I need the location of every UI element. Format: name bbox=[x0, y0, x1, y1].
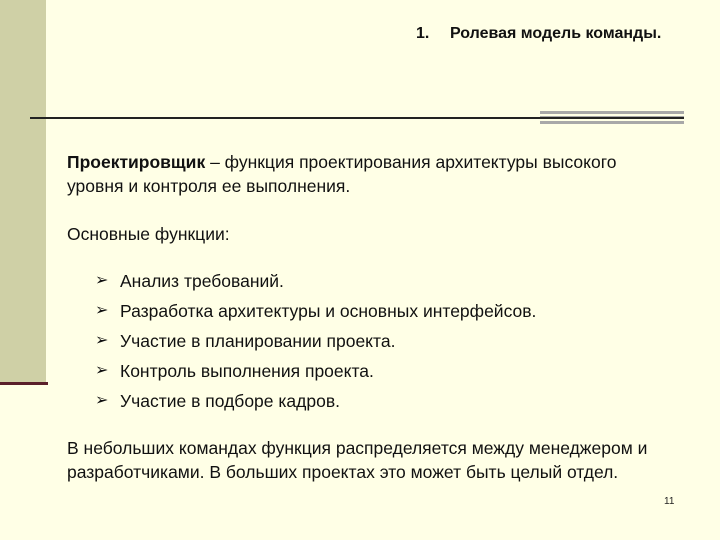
functions-subheading: Основные функции: bbox=[67, 224, 230, 244]
slide-title-text: Ролевая модель команды. bbox=[450, 25, 662, 42]
arrow-bullet-icon: ➢ bbox=[95, 302, 109, 319]
list-item bbox=[95, 386, 667, 416]
slide-title bbox=[416, 25, 661, 43]
list-item bbox=[95, 266, 667, 296]
list-item-text: Разработка архитектуры и основных интерфейсов. bbox=[120, 301, 537, 321]
intro-paragraph bbox=[67, 150, 667, 198]
arrow-bullet-icon: ➢ bbox=[95, 332, 109, 349]
list-item bbox=[95, 326, 667, 356]
arrow-bullet-icon: ➢ bbox=[95, 272, 109, 289]
title-divider-accent-line bbox=[540, 117, 684, 119]
intro-definition: – функция проектирования архитектуры высокого уровня и контроля ее выполнения. bbox=[67, 152, 617, 196]
list-item bbox=[95, 356, 667, 386]
functions-list bbox=[67, 266, 667, 416]
closing-paragraph: В небольших командах функция распределяется между менеджером и разработчиками. В больших проектах это может быть целый отдел. bbox=[67, 438, 648, 482]
arrow-bullet-icon: ➢ bbox=[95, 362, 109, 379]
page-number: 11 bbox=[664, 496, 675, 507]
slide-title-number: 1. bbox=[416, 25, 430, 42]
arrow-bullet-icon: ➢ bbox=[95, 392, 109, 409]
list-item-text: Участие в подборе кадров. bbox=[120, 391, 340, 411]
slide-body bbox=[67, 150, 667, 484]
list-item bbox=[95, 296, 667, 326]
side-decor-bar bbox=[0, 0, 46, 384]
list-item-text: Участие в планировании проекта. bbox=[120, 331, 396, 351]
side-decor-line bbox=[0, 382, 48, 385]
intro-term: Проектировщик bbox=[67, 152, 206, 172]
list-item-text: Анализ требований. bbox=[120, 271, 284, 291]
title-divider-accent bbox=[540, 111, 684, 125]
list-item-text: Контроль выполнения проекта. bbox=[120, 361, 374, 381]
